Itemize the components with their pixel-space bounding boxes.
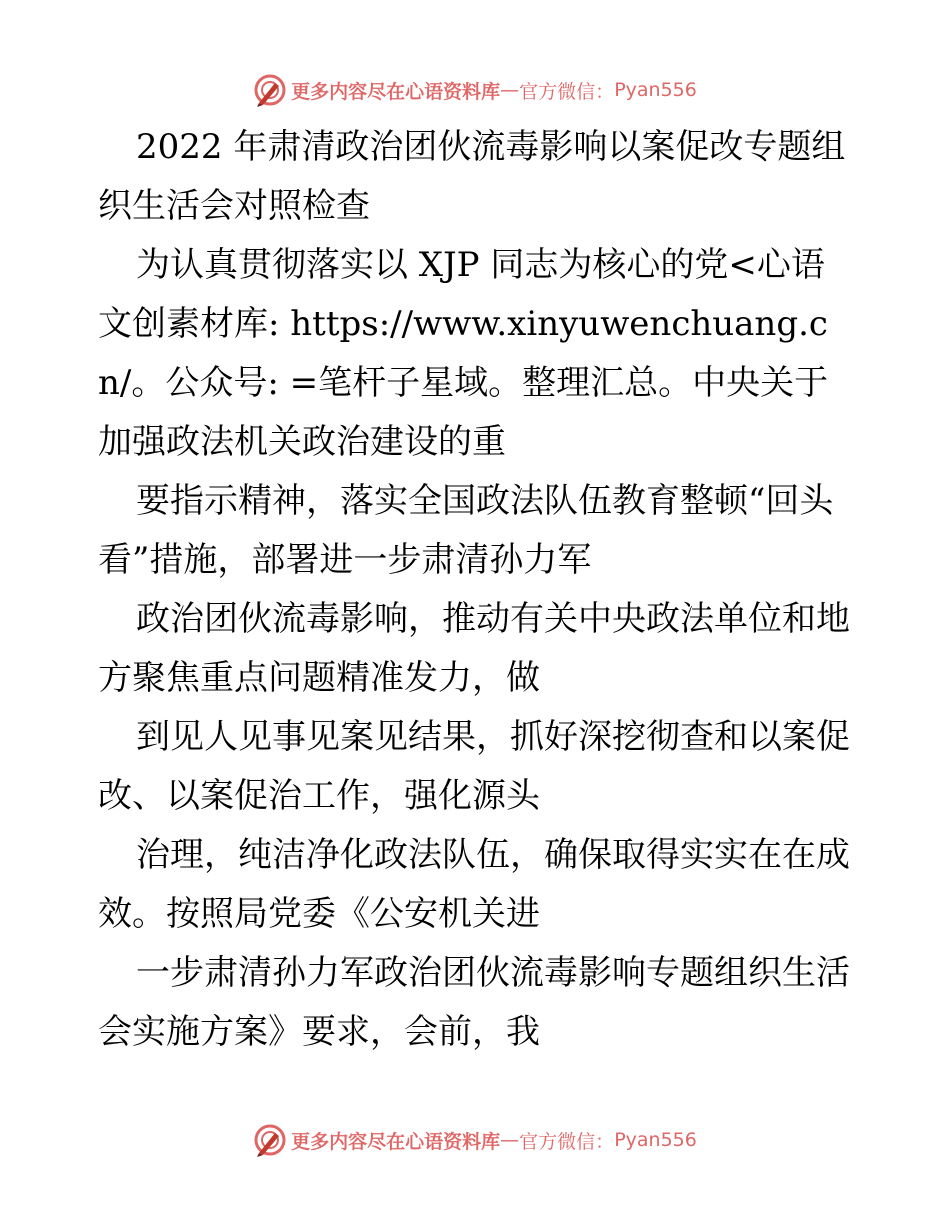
watermark-brand-text: 更多内容尽在心语资料库: [291, 80, 501, 103]
watermark-wechat-label: 官方微信：: [519, 80, 615, 103]
body-paragraph: 到见人见事见案见结果，抓好深挖彻查和以案促改、以案促治工作，强化源头: [98, 717, 850, 816]
body-paragraph: 为认真贯彻落实以 XJP 同志为核心的党<心语文创素材库: https://www.xinyuwenchuang.cn/。公众号: =笔杆子星域。整理汇总。中央关于加强政法机关政治建设的重: [98, 245, 829, 462]
watermark-wechat-label: 官方微信：: [519, 1130, 615, 1153]
watermark-wechat-id: Pyan556: [614, 1129, 697, 1151]
watermark-separator: —: [500, 79, 520, 101]
watermark-separator: —: [500, 1129, 520, 1151]
document-title: 2022 年肃清政治团伙流毒影响以案促改专题组织生活会对照检查: [98, 127, 846, 226]
body-paragraph: 一步肃清孙力军政治团伙流毒影响专题组织生活会实施方案》要求，会前，我: [98, 953, 850, 1052]
body-paragraph: 治理，纯洁净化政法队伍，确保取得实实在在成效。按照局党委《公安机关进: [98, 835, 850, 934]
header-watermark-banner: [0, 70, 950, 110]
watermark-wechat-id: Pyan556: [614, 79, 697, 101]
body-paragraph: 政治团伙流毒影响，推动有关中央政法单位和地方聚焦重点问题精准发力，做: [98, 599, 850, 698]
body-paragraph: 要指示精神，落实全国政法队伍教育整顿“回头看”措施，部署进一步肃清孙力军: [98, 481, 834, 580]
document-body: [98, 118, 854, 1062]
pen-logo-icon: [253, 1123, 287, 1157]
watermark-brand-text: 更多内容尽在心语资料库: [291, 1130, 501, 1153]
pen-logo-icon: [253, 73, 287, 107]
footer-watermark-banner: [0, 1120, 950, 1160]
